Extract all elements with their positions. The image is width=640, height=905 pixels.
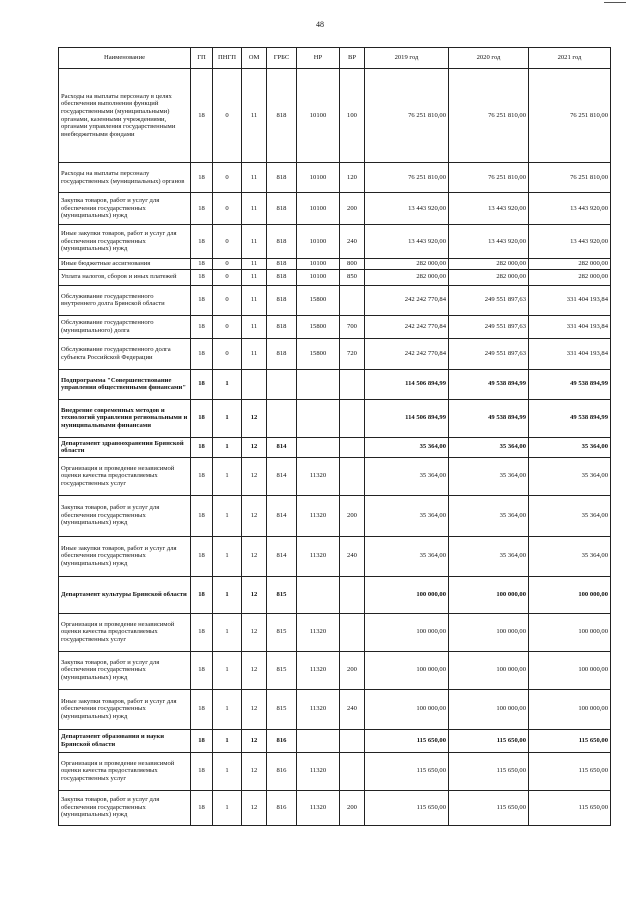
cell-y2020: 13 443 920,00 — [449, 193, 529, 225]
cell-vr — [340, 457, 365, 495]
header-om: ОМ — [242, 48, 267, 69]
table-row — [59, 495, 611, 536]
cell-pngp: 1 — [213, 399, 242, 437]
cell-vr: 240 — [340, 536, 365, 576]
header-gp: ГП — [191, 48, 213, 69]
cell-pngp: 0 — [213, 69, 242, 163]
cell-name: Организация и проведение независимой оценки качества предоставляемых государственных услуг — [59, 457, 191, 495]
cell-pngp: 0 — [213, 315, 242, 338]
cell-gp: 18 — [191, 651, 213, 689]
cell-nr: 11320 — [297, 651, 340, 689]
table-body — [59, 69, 611, 826]
cell-name: Иные бюджетные ассигнования — [59, 259, 191, 270]
cell-pngp: 1 — [213, 495, 242, 536]
cell-om: 12 — [242, 729, 267, 752]
cell-nr: 11320 — [297, 536, 340, 576]
cell-nr: 10100 — [297, 163, 340, 193]
table-row — [59, 399, 611, 437]
cell-y2019: 282 000,00 — [365, 269, 449, 285]
cell-name: Уплата налогов, сборов и иных платежей — [59, 269, 191, 285]
cell-name: Департамент культуры Брянской области — [59, 576, 191, 613]
cell-y2020: 76 251 810,00 — [449, 163, 529, 193]
cell-grbs: 815 — [267, 651, 297, 689]
cell-nr — [297, 399, 340, 437]
cell-vr: 240 — [340, 689, 365, 729]
cell-vr: 720 — [340, 338, 365, 369]
cell-nr: 11320 — [297, 457, 340, 495]
cell-y2020: 35 364,00 — [449, 457, 529, 495]
cell-om: 11 — [242, 69, 267, 163]
cell-vr: 200 — [340, 193, 365, 225]
table-row — [59, 790, 611, 825]
cell-y2019: 100 000,00 — [365, 613, 449, 651]
table-row — [59, 437, 611, 457]
cell-pngp: 1 — [213, 689, 242, 729]
cell-y2021: 100 000,00 — [529, 576, 611, 613]
cell-nr: 11320 — [297, 689, 340, 729]
cell-y2020: 100 000,00 — [449, 651, 529, 689]
cell-y2019: 35 364,00 — [365, 536, 449, 576]
cell-y2020: 76 251 810,00 — [449, 69, 529, 163]
cell-om: 12 — [242, 689, 267, 729]
cell-y2019: 35 364,00 — [365, 437, 449, 457]
cell-y2021: 331 404 193,84 — [529, 315, 611, 338]
cell-y2019: 282 000,00 — [365, 259, 449, 270]
cell-y2020: 115 650,00 — [449, 729, 529, 752]
cell-grbs — [267, 399, 297, 437]
cell-vr — [340, 729, 365, 752]
cell-name: Обслуживание государственного долга субъекта Российской Федерации — [59, 338, 191, 369]
cell-name: Закупка товаров, работ и услуг для обеспечения государственных (муниципальных) нужд — [59, 790, 191, 825]
cell-y2021: 115 650,00 — [529, 790, 611, 825]
cell-name: Организация и проведение независимой оценки качества предоставляемых государственных услуг — [59, 613, 191, 651]
cell-name: Организация и проведение независимой оценки качества предоставляемых государственных услуг — [59, 752, 191, 790]
cell-vr: 700 — [340, 315, 365, 338]
cell-pngp: 1 — [213, 651, 242, 689]
cell-nr: 11320 — [297, 613, 340, 651]
cell-gp: 18 — [191, 536, 213, 576]
cell-y2019: 242 242 770,84 — [365, 285, 449, 315]
cell-name: Обслуживание государственного (муниципального) долга — [59, 315, 191, 338]
cell-y2020: 49 538 894,99 — [449, 399, 529, 437]
cell-nr: 15800 — [297, 338, 340, 369]
cell-name: Внедрение современных методов и технологий управления региональными и муниципальными финансами — [59, 399, 191, 437]
cell-pngp: 1 — [213, 790, 242, 825]
cell-vr: 850 — [340, 269, 365, 285]
cell-pngp: 0 — [213, 163, 242, 193]
cell-y2020: 282 000,00 — [449, 259, 529, 270]
table-row — [59, 338, 611, 369]
cell-vr — [340, 752, 365, 790]
cell-y2019: 242 242 770,84 — [365, 315, 449, 338]
cell-grbs: 814 — [267, 536, 297, 576]
cell-nr — [297, 729, 340, 752]
cell-pngp: 1 — [213, 437, 242, 457]
cell-y2020: 35 364,00 — [449, 536, 529, 576]
cell-y2019: 114 506 894,99 — [365, 369, 449, 399]
cell-grbs — [267, 369, 297, 399]
cell-y2021: 35 364,00 — [529, 495, 611, 536]
cell-y2019: 115 650,00 — [365, 752, 449, 790]
cell-grbs: 818 — [267, 338, 297, 369]
cell-nr: 11320 — [297, 495, 340, 536]
cell-om: 12 — [242, 495, 267, 536]
cell-om: 12 — [242, 790, 267, 825]
page-number: 48 — [316, 20, 324, 29]
cell-gp: 18 — [191, 315, 213, 338]
cell-vr: 200 — [340, 790, 365, 825]
table-row — [59, 689, 611, 729]
cell-y2021: 282 000,00 — [529, 269, 611, 285]
cell-pngp: 1 — [213, 457, 242, 495]
table-row — [59, 69, 611, 163]
cell-om: 12 — [242, 752, 267, 790]
cell-grbs: 814 — [267, 457, 297, 495]
cell-y2019: 100 000,00 — [365, 576, 449, 613]
cell-y2021: 100 000,00 — [529, 689, 611, 729]
cell-gp: 18 — [191, 285, 213, 315]
cell-vr — [340, 576, 365, 613]
cell-y2020: 100 000,00 — [449, 613, 529, 651]
cell-y2020: 100 000,00 — [449, 576, 529, 613]
cell-pngp: 1 — [213, 536, 242, 576]
cell-y2020: 115 650,00 — [449, 790, 529, 825]
cell-y2021: 115 650,00 — [529, 752, 611, 790]
cell-om: 12 — [242, 613, 267, 651]
cell-name: Расходы на выплаты персоналу в целях обеспечения выполнения функций государственными (муниципальными) органами, казенными учреждениями, органами управления государственными внебюджетными фондами — [59, 69, 191, 163]
cell-vr: 100 — [340, 69, 365, 163]
cell-om: 11 — [242, 225, 267, 259]
cell-om: 11 — [242, 163, 267, 193]
header-pngp: ПНГП — [213, 48, 242, 69]
cell-y2020: 49 538 894,99 — [449, 369, 529, 399]
table-row — [59, 225, 611, 259]
cell-om: 12 — [242, 457, 267, 495]
cell-gp: 18 — [191, 193, 213, 225]
cell-y2019: 100 000,00 — [365, 689, 449, 729]
cell-y2019: 114 506 894,99 — [365, 399, 449, 437]
cell-vr: 800 — [340, 259, 365, 270]
cell-om: 12 — [242, 536, 267, 576]
cell-y2019: 13 443 920,00 — [365, 193, 449, 225]
cell-y2019: 13 443 920,00 — [365, 225, 449, 259]
cell-grbs: 814 — [267, 437, 297, 457]
cell-y2020: 13 443 920,00 — [449, 225, 529, 259]
cell-nr: 11320 — [297, 752, 340, 790]
cell-y2020: 35 364,00 — [449, 437, 529, 457]
cell-gp: 18 — [191, 269, 213, 285]
cell-y2021: 76 251 810,00 — [529, 69, 611, 163]
header-vr: ВР — [340, 48, 365, 69]
cell-om: 11 — [242, 193, 267, 225]
cell-vr: 200 — [340, 495, 365, 536]
cell-vr — [340, 285, 365, 315]
cell-vr: 120 — [340, 163, 365, 193]
cell-name: Подпрограмма "Совершенствование управления общественными финансами" — [59, 369, 191, 399]
cell-grbs: 818 — [267, 259, 297, 270]
table-row — [59, 651, 611, 689]
cell-grbs: 818 — [267, 163, 297, 193]
header-nr: НР — [297, 48, 340, 69]
cell-nr — [297, 576, 340, 613]
cell-om: 12 — [242, 399, 267, 437]
corner-mark — [604, 2, 626, 3]
cell-nr: 10100 — [297, 259, 340, 270]
cell-y2021: 76 251 810,00 — [529, 163, 611, 193]
cell-y2021: 115 650,00 — [529, 729, 611, 752]
cell-grbs: 815 — [267, 689, 297, 729]
cell-gp: 18 — [191, 729, 213, 752]
cell-om: 12 — [242, 651, 267, 689]
cell-om: 11 — [242, 285, 267, 315]
cell-y2020: 249 551 897,63 — [449, 315, 529, 338]
cell-vr — [340, 613, 365, 651]
header-2019: 2019 год — [365, 48, 449, 69]
table-row — [59, 536, 611, 576]
cell-y2020: 249 551 897,63 — [449, 338, 529, 369]
cell-y2021: 35 364,00 — [529, 536, 611, 576]
cell-pngp: 1 — [213, 369, 242, 399]
cell-y2020: 115 650,00 — [449, 752, 529, 790]
cell-y2021: 13 443 920,00 — [529, 225, 611, 259]
cell-y2020: 249 551 897,63 — [449, 285, 529, 315]
cell-gp: 18 — [191, 225, 213, 259]
cell-grbs: 816 — [267, 729, 297, 752]
cell-nr — [297, 369, 340, 399]
cell-grbs: 818 — [267, 69, 297, 163]
cell-gp: 18 — [191, 69, 213, 163]
header-name: Наименование — [59, 48, 191, 69]
cell-pngp: 1 — [213, 752, 242, 790]
cell-nr: 11320 — [297, 790, 340, 825]
cell-y2021: 100 000,00 — [529, 613, 611, 651]
cell-gp: 18 — [191, 163, 213, 193]
cell-nr: 15800 — [297, 285, 340, 315]
table-row — [59, 259, 611, 270]
cell-y2019: 35 364,00 — [365, 457, 449, 495]
cell-om: 12 — [242, 576, 267, 613]
header-2021: 2021 год — [529, 48, 611, 69]
cell-y2021: 49 538 894,99 — [529, 399, 611, 437]
cell-grbs: 815 — [267, 576, 297, 613]
cell-grbs: 818 — [267, 285, 297, 315]
cell-grbs: 818 — [267, 193, 297, 225]
cell-grbs: 818 — [267, 269, 297, 285]
cell-vr — [340, 437, 365, 457]
cell-vr: 200 — [340, 651, 365, 689]
cell-name: Иные закупки товаров, работ и услуг для обеспечения государственных (муниципальных) нужд — [59, 225, 191, 259]
cell-grbs: 816 — [267, 752, 297, 790]
cell-pngp: 0 — [213, 269, 242, 285]
cell-y2021: 331 404 193,84 — [529, 338, 611, 369]
table-header — [59, 48, 611, 69]
cell-om: 12 — [242, 437, 267, 457]
cell-pngp: 0 — [213, 225, 242, 259]
cell-vr: 240 — [340, 225, 365, 259]
cell-pngp: 0 — [213, 285, 242, 315]
cell-pngp: 1 — [213, 613, 242, 651]
table-row — [59, 369, 611, 399]
cell-y2020: 282 000,00 — [449, 269, 529, 285]
cell-y2020: 100 000,00 — [449, 689, 529, 729]
cell-gp: 18 — [191, 495, 213, 536]
table-row — [59, 285, 611, 315]
cell-y2021: 13 443 920,00 — [529, 193, 611, 225]
cell-pngp: 1 — [213, 576, 242, 613]
table-row — [59, 269, 611, 285]
table-row — [59, 729, 611, 752]
cell-vr — [340, 369, 365, 399]
cell-om: 11 — [242, 259, 267, 270]
cell-y2019: 242 242 770,84 — [365, 338, 449, 369]
cell-y2021: 35 364,00 — [529, 437, 611, 457]
cell-name: Закупка товаров, работ и услуг для обеспечения государственных (муниципальных) нужд — [59, 193, 191, 225]
cell-pngp: 0 — [213, 338, 242, 369]
cell-om: 11 — [242, 338, 267, 369]
cell-y2021: 35 364,00 — [529, 457, 611, 495]
cell-grbs: 815 — [267, 613, 297, 651]
budget-table — [58, 47, 611, 826]
cell-pngp: 0 — [213, 193, 242, 225]
cell-om — [242, 369, 267, 399]
cell-y2019: 115 650,00 — [365, 729, 449, 752]
cell-y2019: 100 000,00 — [365, 651, 449, 689]
table-row — [59, 613, 611, 651]
cell-y2021: 331 404 193,84 — [529, 285, 611, 315]
cell-nr — [297, 437, 340, 457]
cell-vr — [340, 399, 365, 437]
cell-gp: 18 — [191, 369, 213, 399]
cell-y2019: 115 650,00 — [365, 790, 449, 825]
header-grbs: ГРБС — [267, 48, 297, 69]
cell-gp: 18 — [191, 399, 213, 437]
cell-nr: 10100 — [297, 225, 340, 259]
cell-grbs: 818 — [267, 315, 297, 338]
cell-name: Иные закупки товаров, работ и услуг для обеспечения государственных (муниципальных) нужд — [59, 689, 191, 729]
cell-gp: 18 — [191, 437, 213, 457]
cell-name: Иные закупки товаров, работ и услуг для обеспечения государственных (муниципальных) нужд — [59, 536, 191, 576]
cell-name: Закупка товаров, работ и услуг для обеспечения государственных (муниципальных) нужд — [59, 495, 191, 536]
table-row — [59, 315, 611, 338]
cell-pngp: 1 — [213, 729, 242, 752]
cell-y2019: 76 251 810,00 — [365, 69, 449, 163]
cell-nr: 10100 — [297, 193, 340, 225]
cell-gp: 18 — [191, 752, 213, 790]
cell-om: 11 — [242, 269, 267, 285]
cell-grbs: 814 — [267, 495, 297, 536]
table-row — [59, 576, 611, 613]
cell-name: Департамент здравоохранения Брянской области — [59, 437, 191, 457]
cell-y2021: 282 000,00 — [529, 259, 611, 270]
cell-gp: 18 — [191, 457, 213, 495]
cell-pngp: 0 — [213, 259, 242, 270]
cell-gp: 18 — [191, 790, 213, 825]
cell-name: Расходы на выплаты персоналу государственных (муниципальных) органов — [59, 163, 191, 193]
header-2020: 2020 год — [449, 48, 529, 69]
cell-gp: 18 — [191, 259, 213, 270]
cell-grbs: 816 — [267, 790, 297, 825]
cell-nr: 10100 — [297, 269, 340, 285]
cell-nr: 15800 — [297, 315, 340, 338]
cell-nr: 10100 — [297, 69, 340, 163]
cell-y2019: 76 251 810,00 — [365, 163, 449, 193]
cell-y2019: 35 364,00 — [365, 495, 449, 536]
cell-grbs: 818 — [267, 225, 297, 259]
cell-gp: 18 — [191, 689, 213, 729]
table-row — [59, 163, 611, 193]
cell-name: Обслуживание государственного внутреннего долга Брянской области — [59, 285, 191, 315]
table-row — [59, 193, 611, 225]
cell-gp: 18 — [191, 338, 213, 369]
table-row — [59, 752, 611, 790]
cell-y2021: 100 000,00 — [529, 651, 611, 689]
cell-name: Департамент образования и науки Брянской области — [59, 729, 191, 752]
table-row — [59, 457, 611, 495]
cell-gp: 18 — [191, 576, 213, 613]
cell-name: Закупка товаров, работ и услуг для обеспечения государственных (муниципальных) нужд — [59, 651, 191, 689]
cell-om: 11 — [242, 315, 267, 338]
cell-y2021: 49 538 894,99 — [529, 369, 611, 399]
cell-y2020: 35 364,00 — [449, 495, 529, 536]
cell-gp: 18 — [191, 613, 213, 651]
